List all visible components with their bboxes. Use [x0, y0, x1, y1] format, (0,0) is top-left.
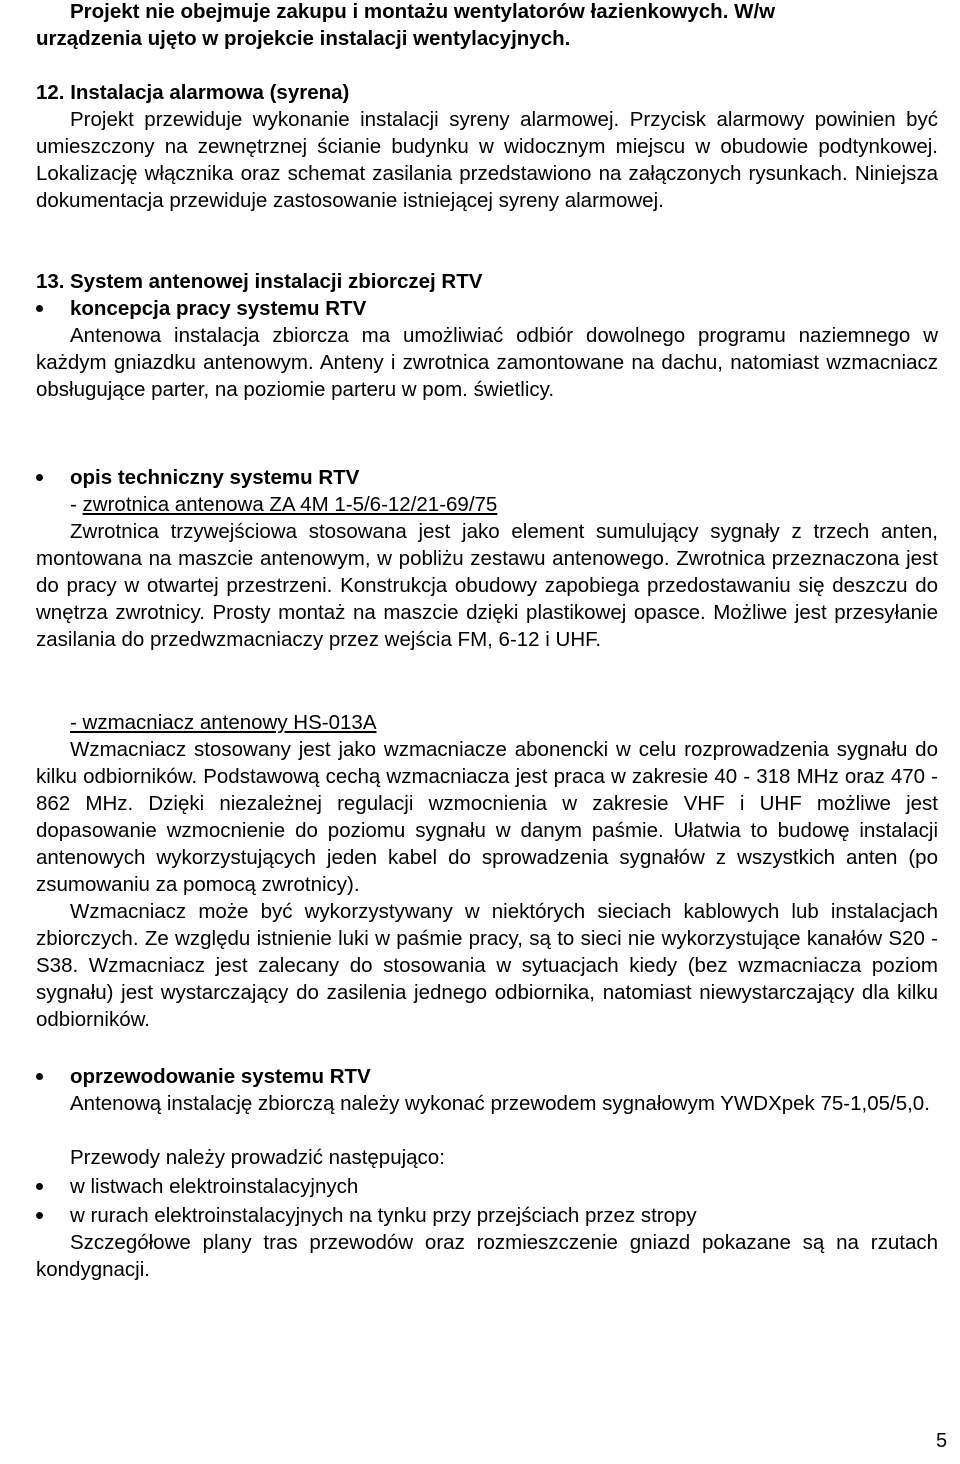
bullet-tech-title: opis techniczny systemu RTV [70, 466, 360, 489]
section-12-paragraph: Projekt przewiduje wykonanie instalacji syreny alarmowej. Przycisk alarmowy powinien być umieszczony na zewnętrznej ścianie budynku w widocznym miejscu w obudowie podtynkowej. Lokalizację włącznika oraz schemat zasilania przedstawiono na załączonych rysunkach. Niniejsza dokumentacja przewiduje zastosowanie istniejącej syreny alarmowej. [36, 108, 938, 212]
sub-bullet-1: w listwach elektroinstalacyjnych [70, 1175, 359, 1198]
top-paragraph-line2: urządzenia ujęto w projekcie instalacji wentylacyjnych. [36, 27, 571, 50]
bullet-wiring-paragraph: Antenową instalację zbiorczą należy wykonać przewodem sygnałowym YWDXpek 75-1,05/5,0. [70, 1092, 930, 1115]
bullet-concept-paragraph: Antenowa instalacja zbiorcza ma umożliwiać odbiór dowolnego programu naziemnego w każdym gniazdku antenowym. Anteny i zwrotnica zamontowane na dachu, natomiast wzmacniacz obsługujące parter, na poziomie parteru w pom. świetlicy. [36, 324, 938, 401]
dash2-paragraph-2: Wzmacniacz może być wykorzystywany w niektórych sieciach kablowych lub instalacjach zbiorczych. Ze względu istnienie luki w paśmie pracy, są to sieci nie wykorzystujące kanałów S20 - S38. Wzmacniacz jest zalecany do stosowania w sytuacjach kiedy (bez wzmacniacza poziom sygnału) jest wystarczający do zasilenia jednego odbiornika, natomiast niewystarczający dla kilku odbiorników. [36, 900, 938, 1031]
dash1-title: zwrotnica antenowa ZA 4M 1-5/6-12/21-69/75 [82, 493, 498, 516]
final-paragraph: Szczegółowe plany tras przewodów oraz rozmieszczenie gniazd pokazane są na rzutach kondygnacji. [36, 1231, 938, 1281]
bullet-wiring-intro: Przewody należy prowadzić następująco: [70, 1146, 445, 1169]
dash2-paragraph-1: Wzmacniacz stosowany jest jako wzmacniacze abonencki w celu rozprowadzenia sygnału do kilku odbiorników. Podstawową cechą wzmacniacza jest praca w zakresie 40 - 318 MHz oraz 470 - 862 MHz. Dzięki niezależnej regulacji wzmocnienia w zakresie VHF i UHF możliwe jest dopasowanie wzmocnienie do poziomu sygnału w danym paśmie. Ułatwia to budowę instalacji antenowych wykorzystujących jeden kabel do sprowadzenia sygnałów z wszystkich anten (po zsumowaniu za pomocą zwrotnicy). [36, 738, 938, 896]
dash1-heading [70, 491, 938, 518]
top-paragraph-line1: Projekt nie obejmuje zakupu i montażu wentylatorów łazienkowych. W/w [70, 0, 776, 23]
dash2-title: - wzmacniacz antenowy HS-013A [70, 711, 377, 734]
sub-bullet-2: w rurach elektroinstalacyjnych na tynku przy przejściach przez stropy [70, 1204, 697, 1227]
section-13-title: System antenowej instalacji zbiorczej RTV [70, 270, 483, 293]
page-number: 5 [936, 1430, 948, 1452]
dash1-prefix: - [70, 493, 83, 516]
bullet-concept-title: koncepcja pracy systemu RTV [70, 297, 367, 320]
section-13-heading [36, 268, 938, 295]
bullet-wiring-title: oprzewodowanie systemu RTV [70, 1065, 371, 1088]
section-13-number: 13. [36, 270, 65, 293]
section-12-heading: 12. Instalacja alarmowa (syrena) [36, 81, 350, 104]
dash1-paragraph: Zwrotnica trzywejściowa stosowana jest jako element sumulujący sygnały z trzech anten, montowana na maszcie antenowym, w pobliżu zestawu antenowego. Zwrotnica przeznaczona jest do pracy w otwartej przestrzeni. Konstrukcja obudowy zapobiega przedostawaniu się deszczu do wnętrza zwrotnicy. Prosty montaż na maszcie dzięki plastikowej opasce. Możliwe jest przesyłanie zasilania do przedwzmacniaczy przez wejścia FM, 6-12 i UHF. [36, 520, 938, 651]
